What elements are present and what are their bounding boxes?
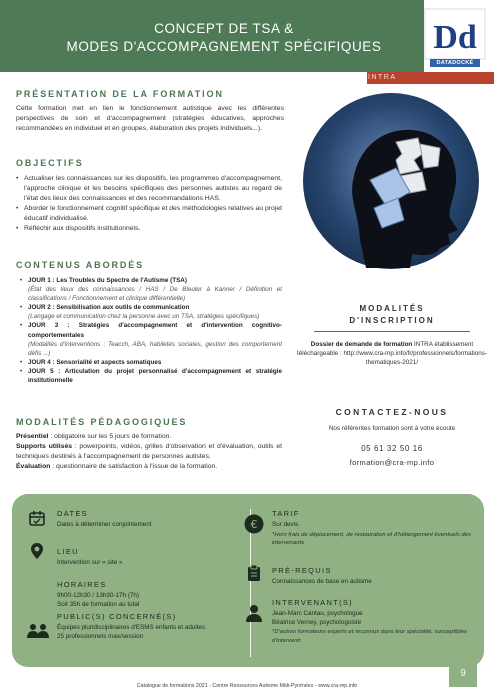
intervenants-label: INTERVENANT(S) [272, 598, 353, 607]
line-text: : powerpoints, vidéos, grilles d'observation et d'évaluation, outils et techniques destinés à l'accompagnement de personnes autistes. [16, 442, 282, 460]
contact-phone[interactable]: 05 61 32 50 16 [361, 444, 423, 453]
horaires-item [57, 580, 247, 609]
logo-text: DATADOCKÉ [430, 59, 480, 67]
public-line-1: Équipes pluridisciplinaires d'ESMS enfants et adultes [57, 624, 206, 631]
contact-title: CONTACTEZ-NOUS [335, 407, 449, 417]
title-line-1: CONCEPT DE TSA & [154, 21, 294, 36]
public-line-2: 25 professionnels max/session [57, 632, 144, 640]
tarif-item [272, 509, 477, 548]
list-item: • Actualiser les connaissances sur les dispositifs, les programmes d'accompagnement, l'approche clinique et les besoins spécifiques des personnes autistes au regard de l'état des lieux des connaissances et des recommandations HAS. [16, 174, 282, 204]
clipboard-icon [245, 564, 263, 582]
public-value [57, 624, 247, 641]
horaires-line-1: 9h00-12h30 / 13h30-17h (7h) [57, 592, 139, 599]
contenus-title: CONTENUS ABORDÉS [16, 260, 145, 270]
list-item [20, 303, 282, 321]
page-number: 9 [449, 661, 477, 687]
intervenants-item [272, 598, 477, 645]
tarif-label: TARIF [272, 509, 300, 518]
prerequis-label: PRÉ-REQUIS [272, 566, 332, 575]
inscription-title-1: MODALITÉS [359, 304, 425, 313]
objectifs-list [16, 174, 282, 233]
day-detail: (Modalités d'interventions : Teacch, ABA, habiletés sociales, gestion des comportement défis ...) [28, 340, 282, 357]
tarif-value: Sur devis [272, 521, 299, 528]
inscription-bold: Dossier de demande de formation [310, 341, 413, 348]
pedagogiques-text [16, 432, 282, 472]
pedagogiques-title: MODALITÉS PÉDAGOGIQUES [16, 417, 188, 427]
line-label: Évaluation [16, 462, 51, 470]
prerequis-item [272, 566, 477, 587]
public-label: PUBLIC(S) CONCERNÉ(S) [57, 612, 177, 621]
line-text: : questionnaire de satisfaction à l'issue de la formation. [50, 462, 218, 470]
horaires-label: HORAIRES [57, 580, 107, 589]
presentation-title: PRÉSENTATION DE LA FORMATION [16, 89, 224, 99]
day-heading: JOUR 2 : Sensibilisation aux outils de communication [28, 304, 190, 312]
presentation-text: Cette formation met en lien le fonctionnement autistique avec les différentes perspectives de soin et d'accompagnement (stratégies éducatives, approches recommandées en individuel et en groupes, élaboration des projets individuels...). [16, 105, 284, 132]
objectifs-title: OBJECTIFS [16, 158, 84, 168]
euro-coin-icon [244, 514, 264, 534]
intervenant-2: Béatrice Verney, psychologuiste [272, 618, 362, 626]
autism-head-illustration [300, 90, 482, 272]
line-text: : obligatoire sur les 5 jours de formation. [48, 433, 172, 440]
footer: Catalogue de formations 2021 - Centre Ressources Autisme Midi-Pyrénées - www.cra-mp.info [136, 683, 358, 689]
day-heading: JOUR 5 : Articulation du projet personnalisé d'accompagnement et stratégie institutionnelle [28, 367, 282, 385]
list-item: • Réfléchir aux dispositifs institutionnels. [16, 224, 282, 234]
line-label: Présentiel [16, 433, 49, 440]
intervenants-note: *D'autres formateurs experts et reconnus dans leur spécialité, susceptibles d'intervenir [272, 629, 467, 644]
intra-badge: INTRA [368, 74, 397, 81]
list-item [20, 367, 282, 385]
inscription-title-2: D'INSCRIPTION [349, 316, 435, 325]
header [0, 0, 494, 72]
page-title [24, 20, 424, 56]
day-detail: (État des lieux des connaissances / HAS / De Bleuler à Kanner / Définition et classifications / Fonctionnement et clinique différentielle) [28, 286, 282, 303]
dates-label: DATES [57, 509, 88, 518]
dates-value: Dates à déterminer conjointement [57, 521, 152, 528]
divider [314, 331, 470, 332]
people-icon [27, 622, 49, 640]
lieu-item [57, 547, 247, 568]
tarif-note: *Hors frais de déplacement, de restauration et d'hébergement éventuels des intervenants [272, 531, 471, 547]
horaires-line-2: Soit 35h de formation au total [57, 600, 140, 608]
location-pin-icon [28, 542, 46, 560]
pedagogie-line [16, 462, 282, 472]
contact-email[interactable]: formation@cra-mp.info [349, 458, 435, 467]
intervenants-value [272, 610, 477, 627]
title-line-2: MODES D'ACCOMPAGNEMENT SPÉCIFIQUES [66, 39, 382, 54]
intervenant-1: Jean-Marc Cantau, psychologue [272, 610, 363, 617]
line-label: Supports utilisés [16, 442, 73, 450]
dates-item [57, 509, 247, 530]
svg-text:Dd: Dd [433, 19, 477, 56]
day-heading: JOUR 1 : Les Troubles du Spectre de l'Autisme (TSA) [28, 277, 187, 284]
pedagogie-line [16, 442, 282, 462]
datadocke-logo [424, 8, 486, 70]
public-item [57, 612, 247, 641]
day-detail: (Langage et communication chez la personne avec un TSA, stratégies spécifiques) [28, 313, 260, 321]
list-item [20, 276, 282, 303]
pedagogie-line [16, 432, 282, 442]
list-item [20, 321, 282, 357]
day-heading: JOUR 3 : Stratégies d'accompagnement et d'intervention cognitivo-comportementales [28, 322, 282, 339]
day-heading: JOUR 4 : Sensorialité et aspects somatiques [28, 358, 162, 366]
lieu-label: LIEU [57, 547, 79, 556]
inscription-text [294, 340, 490, 368]
prerequis-value: Connaissances de base en autisme [272, 578, 372, 585]
contact-text: Nos référentes formation sont à votre écoute [328, 425, 456, 432]
inscription-link-text[interactable]: INTRA établissement téléchargeable : http://www.cra-mp.info/fr/professionnels/formations-thematiques-2021/ [296, 341, 488, 367]
contenus-list [20, 276, 282, 385]
calendar-icon [28, 509, 46, 527]
lieu-value: Intervention sur « site » [57, 559, 123, 566]
contact-panel [294, 407, 490, 467]
list-item [20, 358, 282, 367]
person-icon [245, 604, 263, 622]
horaires-value [57, 592, 247, 609]
inscription-panel [294, 303, 490, 368]
svg-text:€: € [250, 518, 258, 531]
list-item: • Aborder le fonctionnement cognitif spécifique et des méthodologies relatives au projet éducatif individualisé. [16, 204, 282, 224]
